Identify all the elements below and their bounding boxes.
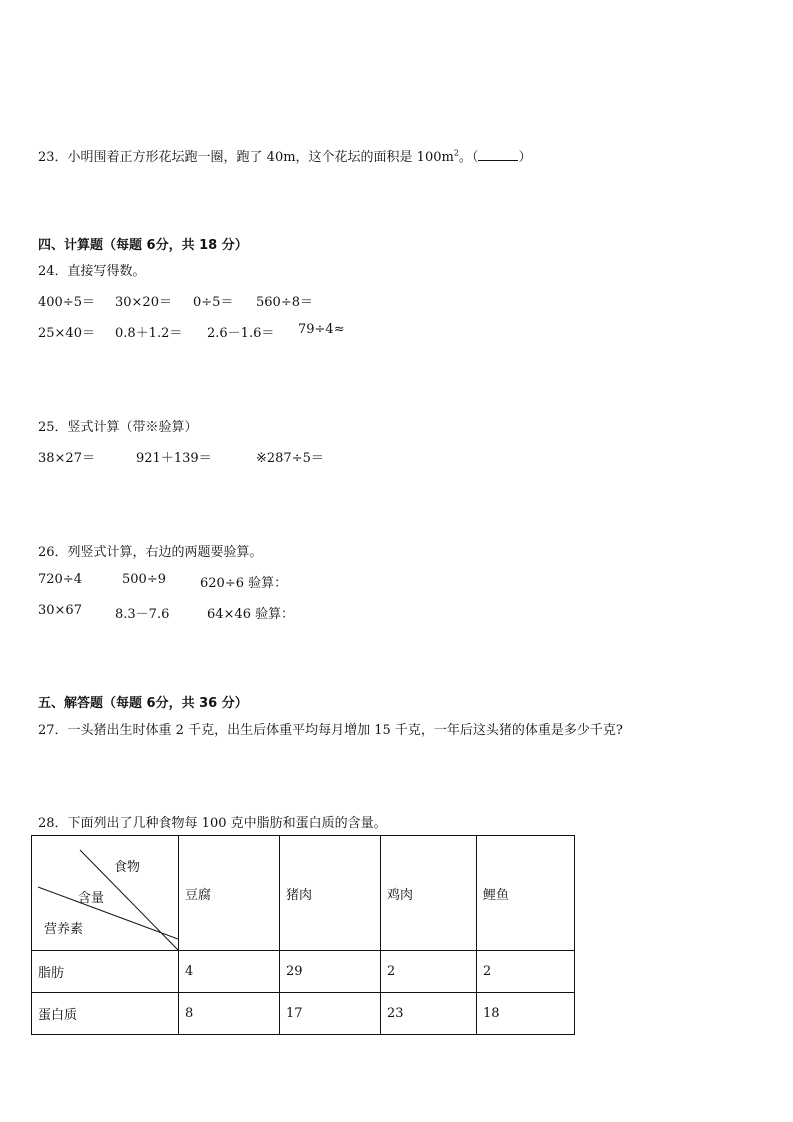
column-header: 鲤鱼: [477, 836, 575, 951]
row-label: 蛋白质: [32, 993, 179, 1035]
table-cell: 18: [477, 993, 575, 1035]
table-cell: 17: [280, 993, 381, 1035]
q24-item-7: 2.6－1.6＝: [207, 326, 275, 341]
q25-item-2: 921＋139＝: [136, 451, 212, 466]
table-cell: 2: [381, 951, 477, 993]
nutrition-table: [31, 835, 575, 1035]
table-row: [32, 951, 575, 993]
row-label: 脂肪: [32, 951, 179, 993]
corner-label-food: 食物: [114, 860, 141, 875]
section-5-title: 五、解答题（每题 6分，共 36 分）: [38, 696, 248, 711]
question-28-text: 28．下面列出了几种食物每 100 克中脂肪和蛋白质的含量。: [38, 816, 387, 831]
table-cell: 8: [179, 993, 280, 1035]
column-header: 猪肉: [280, 836, 381, 951]
q26-item-1: 720÷4: [38, 572, 82, 587]
question-23-number: 23．: [38, 150, 68, 165]
q24-item-1: 400÷5＝: [38, 295, 95, 310]
corner-label-nutrient: 营养素: [44, 922, 84, 937]
q26-item-2: 500÷9: [122, 572, 166, 587]
q26-item-6: 64×46 验算：: [207, 607, 295, 622]
question-23: [38, 146, 531, 165]
corner-label-content: 含量: [78, 891, 105, 906]
q24-item-8: 79÷4≈: [298, 322, 345, 337]
table-cell: 2: [477, 951, 575, 993]
question-23-text: 小明围着正方形花坛跑一圈，跑了 40m，这个花坛的面积是 100m: [67, 150, 454, 165]
q24-item-5: 25×40＝: [38, 326, 95, 341]
q24-item-3: 0÷5＝: [193, 295, 234, 310]
q26-item-5: 8.3－7.6: [115, 607, 170, 622]
table-header-row: [32, 836, 575, 951]
question-23-paren-open: 。（: [458, 150, 479, 165]
table-row: [32, 993, 575, 1035]
q26-item-3: 620÷6 验算：: [200, 576, 288, 591]
question-23-paren-close: ）: [518, 150, 532, 165]
question-23-superscript: 2: [453, 148, 459, 158]
q24-item-6: 0.8＋1.2＝: [115, 326, 183, 341]
question-24-text: 24．直接写得数。: [38, 264, 146, 279]
q24-item-4: 560÷8＝: [256, 295, 313, 310]
section-4-title: 四、计算题（每题 6分，共 18 分）: [38, 238, 248, 253]
column-header: 鸡肉: [381, 836, 477, 951]
question-25-text: 25．竖式计算（带※验算）: [38, 420, 198, 435]
answer-blank[interactable]: [478, 148, 518, 161]
column-header: 豆腐: [179, 836, 280, 951]
table-cell: 23: [381, 993, 477, 1035]
question-26-text: 26．列竖式计算，右边的两题要验算。: [38, 545, 263, 560]
table-corner-cell: [32, 836, 179, 951]
table-cell: 4: [179, 951, 280, 993]
q24-item-2: 30×20＝: [115, 295, 172, 310]
q25-item-3: ※287÷5＝: [256, 451, 324, 466]
q25-item-1: 38×27＝: [38, 451, 95, 466]
table-cell: 29: [280, 951, 381, 993]
question-27-text: 27．一头猪出生时体重 2 千克，出生后体重平均每月增加 15 千克，一年后这头猪的体重是多少千克?: [38, 723, 623, 738]
q26-item-4: 30×67: [38, 603, 82, 618]
